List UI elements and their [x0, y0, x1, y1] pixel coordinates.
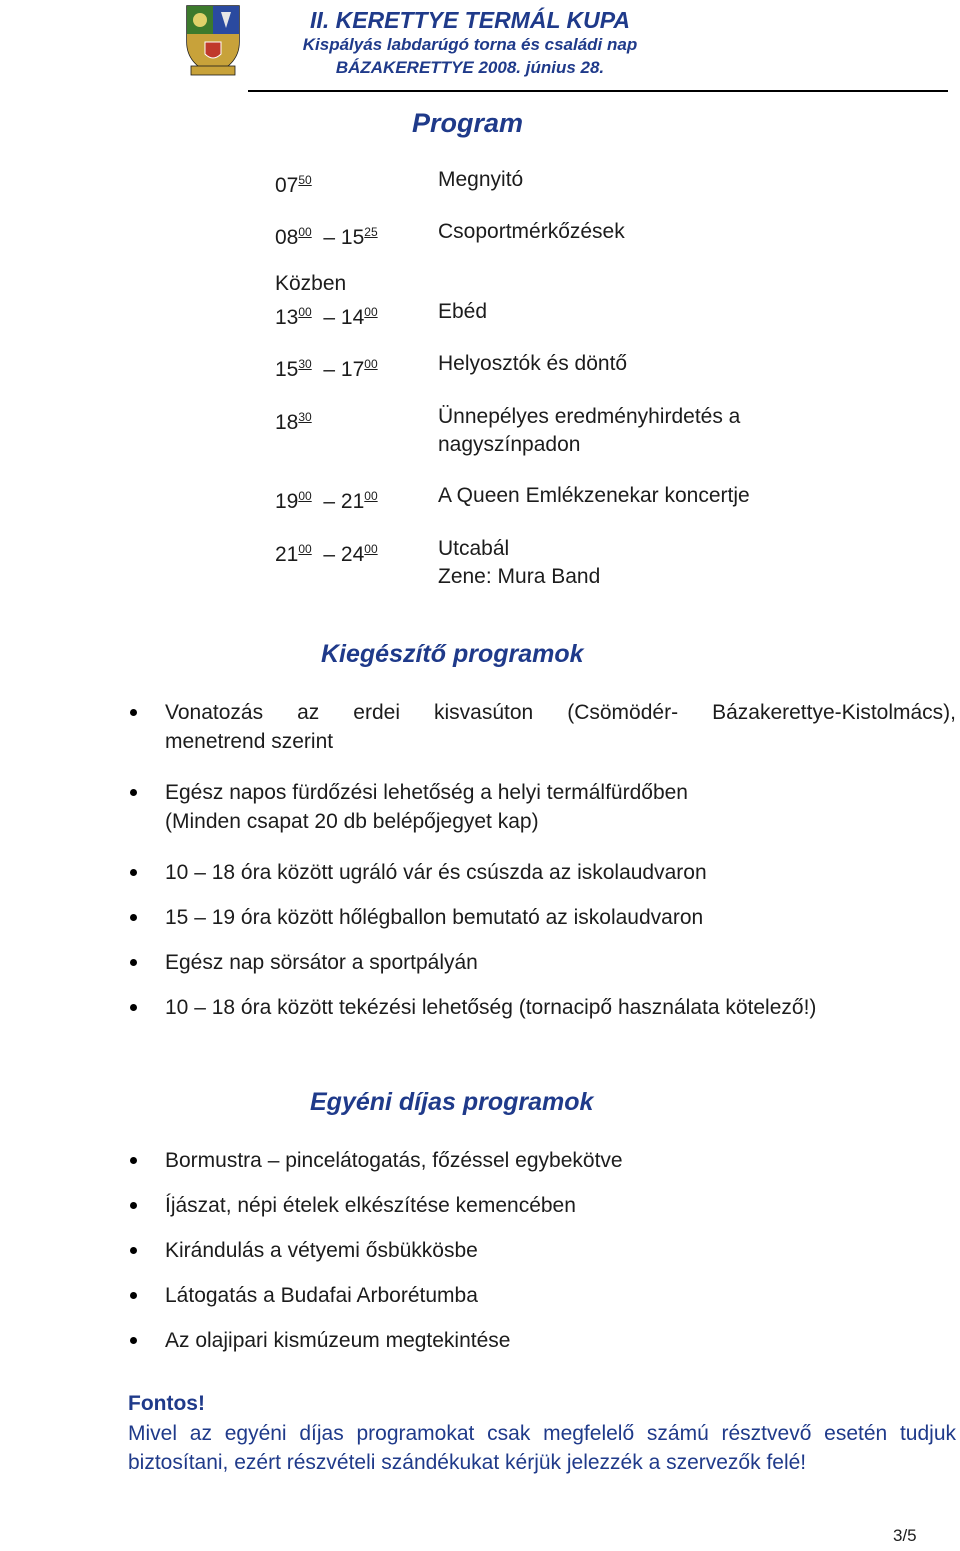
program-heading: Program	[412, 108, 524, 138]
list-item: Kirándulás a vétyemi ősbükkösbe	[128, 1236, 623, 1265]
schedule-event: Ebéd	[438, 300, 488, 323]
list-item: Látogatás a Budafai Arborétumba	[128, 1281, 623, 1310]
schedule-time: $13^{00} - 14^{00}$	[275, 305, 378, 329]
schedule-note: Közben	[275, 272, 347, 295]
schedule-time: $18^{30}$	[275, 410, 312, 434]
schedule-event: Megnyitó	[438, 168, 524, 191]
page-number: 3/5	[893, 1526, 917, 1545]
list-item: 10 – 18 óra között ugráló vár és csúszda az iskolaudvaron	[128, 858, 956, 887]
extra-programs-heading: Kiegészítő programok	[321, 640, 584, 668]
schedule-time: $19^{00} - 21^{00}$	[275, 489, 378, 513]
paid-programs-list	[128, 1146, 623, 1355]
schedule-time: $08^{00} - 15^{25}$	[275, 225, 378, 249]
header-title: II. KERETTYE TERMÁL KUPA	[310, 7, 630, 33]
coat-of-arms-icon	[183, 2, 243, 78]
document-header	[270, 6, 670, 80]
notice-label: Fontos!	[128, 1392, 205, 1415]
schedule-event: Helyosztók és döntő	[438, 352, 628, 375]
list-item: Íjászat, népi ételek elkészítése kemencében	[128, 1191, 623, 1220]
header-date: BÁZAKERETTYE 2008. június 28.	[335, 58, 605, 77]
extra-programs-list	[128, 698, 956, 1022]
schedule-time: $07^{50}$	[275, 173, 312, 197]
header-subtitle: Kispályás labdarúgó torna és családi nap	[302, 35, 638, 54]
schedule-event: Csoportmérkőzések	[438, 220, 625, 243]
list-item: Egész nap sörsátor a sportpályán	[128, 948, 956, 977]
schedule-time: $15^{30} - 17^{00}$	[275, 357, 378, 381]
notice-text: Mivel az egyéni díjas programokat csak megfelelő számú résztvevő esetén tudjuk biztosítani, ezért részvételi szándékukat kérjük jelezzék a szervezők felé!	[128, 1422, 956, 1474]
list-item: Egész napos fürdőzési lehetőség a helyi termálfürdőben (Minden csapat 20 db belépőjegyet kap)	[128, 778, 956, 836]
schedule-time: $21^{00} - 24^{00}$	[275, 542, 378, 566]
list-item: Vonatozás az erdei kisvasúton (Csömödér- Bázakerettye-Kistolmács), menetrend szerint	[128, 698, 956, 756]
paid-programs-heading: Egyéni díjas programok	[310, 1088, 594, 1116]
list-item: Bormustra – pincelátogatás, főzéssel egybekötve	[128, 1146, 623, 1175]
list-item: 15 – 19 óra között hőlégballon bemutató az iskolaudvaron	[128, 903, 956, 932]
schedule-event: A Queen Emlékzenekar koncertje	[438, 484, 750, 507]
list-item: 10 – 18 óra között tekézési lehetőség (tornacipő használata kötelező!)	[128, 993, 956, 1022]
list-item: Az olajipari kismúzeum megtekintése	[128, 1326, 623, 1355]
schedule-event: Ünnepélyes eredményhirdetés a nagyszínpadon	[438, 405, 741, 456]
header-divider	[248, 90, 948, 92]
schedule-event: Utcabál Zene: Mura Band	[438, 537, 601, 588]
